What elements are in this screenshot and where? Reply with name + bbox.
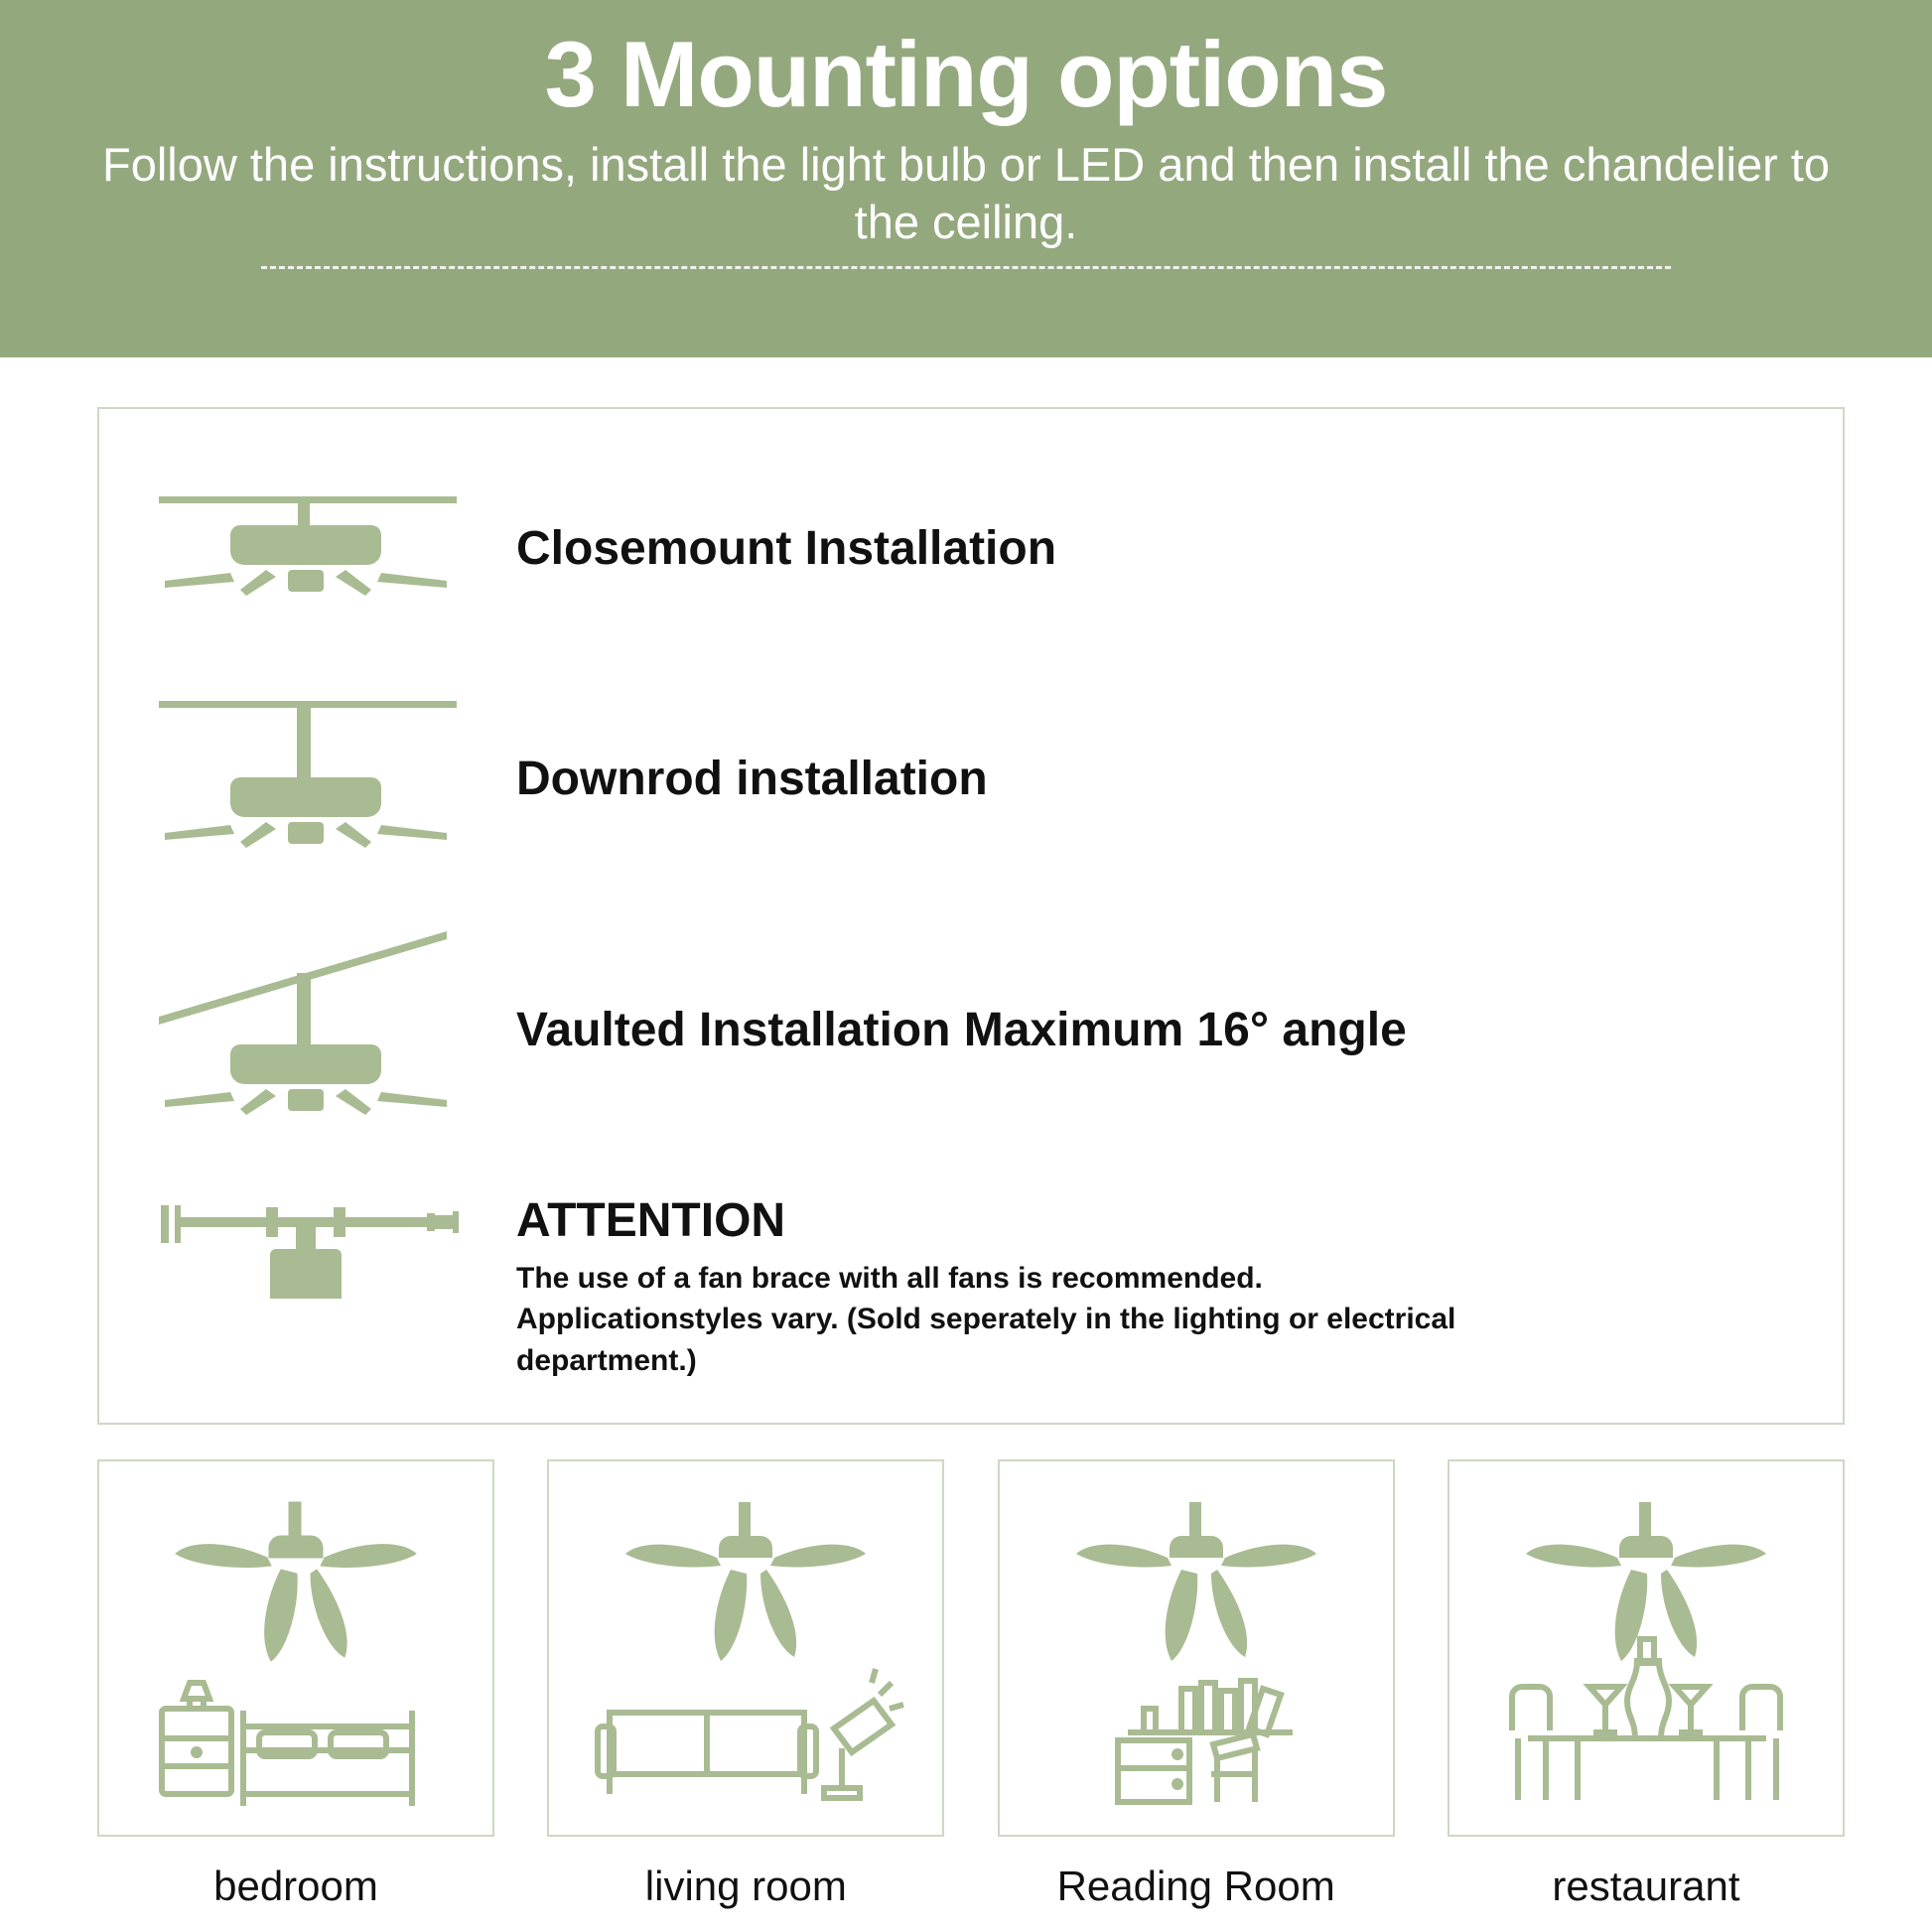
living-room-icon: [547, 1459, 944, 1837]
attention-title: ATTENTION: [516, 1194, 786, 1247]
room-label-bedroom: bedroom: [213, 1863, 378, 1909]
option-row-closemount: [99, 449, 1843, 647]
room-card-living-room[interactable]: [547, 1459, 944, 1910]
attention-body: The use of a fan brace with all fans is recommended. Applicationstyles vary. (Sold seperately in the lighting or electrical department.): [516, 1262, 1456, 1377]
header-dashed-divider: [261, 266, 1671, 269]
attention-text-block: [516, 1166, 1509, 1381]
page-title: 3 Mounting options: [544, 22, 1388, 126]
room-card-bedroom[interactable]: [97, 1459, 494, 1910]
mounting-options-panel: [97, 407, 1845, 1425]
ceiling-fan-downrod-icon: [99, 689, 516, 868]
bedroom-icon: [97, 1459, 494, 1837]
option-row-downrod: [99, 669, 1843, 888]
option-label-closemount: Closemount Installation: [516, 521, 1057, 575]
ceiling-fan-closemount-icon: [99, 479, 516, 618]
option-row-vaulted: [99, 905, 1843, 1154]
room-cards: [97, 1459, 1845, 1910]
room-label-reading-room: Reading Room: [1056, 1863, 1335, 1909]
room-card-restaurant[interactable]: [1448, 1459, 1845, 1910]
header-banner: [0, 0, 1932, 357]
attention-row: [99, 1166, 1843, 1404]
reading-room-icon: [998, 1459, 1395, 1837]
room-label-living-room: living room: [644, 1863, 847, 1909]
page-subtitle: Follow the instructions, install the light bulb or LED and then install the chandelier to the ceiling.: [102, 137, 1830, 249]
room-label-restaurant: restaurant: [1552, 1863, 1740, 1909]
option-label-vaulted: Vaulted Installation Maximum 16° angle: [516, 1003, 1407, 1056]
fan-brace-icon: [99, 1166, 516, 1312]
option-label-downrod: Downrod installation: [516, 752, 988, 805]
room-card-reading-room[interactable]: [998, 1459, 1395, 1910]
restaurant-icon: [1448, 1459, 1845, 1837]
ceiling-fan-vaulted-icon: [99, 925, 516, 1134]
